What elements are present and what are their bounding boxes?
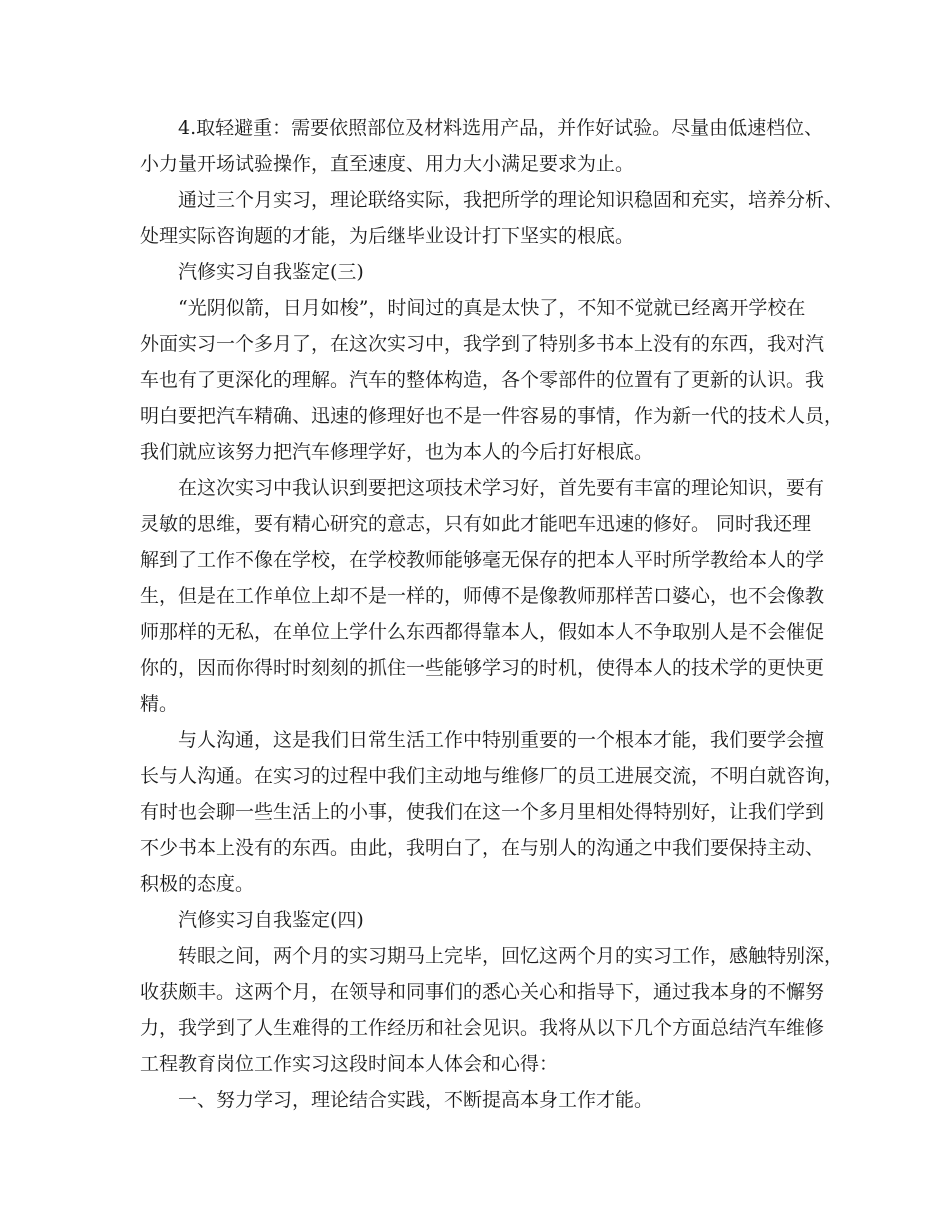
paragraph-internship-summary — [140, 182, 844, 254]
paragraph-point-one — [140, 1082, 820, 1118]
section-heading-text: 汽修实习自我鉴定(三) — [178, 261, 364, 283]
text-line: 灵敏的思维，要有精心研究的意志，只有如此才能吧车迅速的修好。 同时我还理 — [140, 513, 812, 535]
text-line: 明白要把汽车精确、迅速的修理好也不是一件容易的事情，作为新一代的技术人员， — [140, 405, 844, 427]
text-line: 工程教育岗位工作实习这段时间本人体会和心得： — [140, 1053, 559, 1075]
section-heading-3 — [140, 254, 820, 290]
text-line: 转眼之间，两个月的实习期马上完毕，回忆这两个月的实习工作，感触特别深， — [178, 945, 844, 967]
paragraph-communication — [140, 722, 844, 902]
text-line: 生，但是在工作单位上却不是一样的，师傅不是像教师那样苦口婆心，也不会像教 — [140, 585, 825, 607]
text-line: 有时也会聊一些生活上的小事，使我们在这一个多月里相处得特别好，让我们学到 — [140, 801, 825, 823]
paragraph-time-flies — [140, 290, 844, 470]
text-line: 与人沟通，这是我们日常生活工作中特别重要的一个根本才能，我们要学会擅 — [178, 729, 825, 751]
text-line: 一、努力学习，理论结合实践，不断提高本身工作才能。 — [178, 1089, 654, 1111]
text-line: 不少书本上没有的东西。由此，我明白了，在与别人的沟通之中我们要保持主动、 — [140, 837, 825, 859]
text-line: 通过三个月实习，理论联络实际，我把所学的理论知识稳固和充实，培养分析、 — [178, 189, 844, 211]
document-body — [140, 110, 844, 1118]
paragraph-learning-skills — [140, 470, 825, 722]
text-line: 我们就应该努力把汽车修理学好，也为本人的今后打好根底。 — [140, 441, 654, 463]
text-line: 力，我学到了人生难得的工作经历和社会见识。我将从以下几个方面总结汽车维修 — [140, 1017, 825, 1039]
section-heading-4 — [140, 902, 820, 938]
section-heading-text: 汽修实习自我鉴定(四) — [178, 909, 364, 931]
text-line: “光阴似箭，日月如梭”，时间过的真是太快了，不知不觉就已经离开学校在 — [178, 297, 806, 319]
text-line: 外面实习一个多月了，在这次实习中，我学到了特别多书本上没有的东西，我对汽 — [140, 333, 825, 355]
text-line: 4.取轻避重：需要依照部位及材料选用产品，并作好试验。尽量由低速档位、 — [178, 117, 824, 139]
text-line: 长与人沟通。在实习的过程中我们主动地与维修厂的员工进展交流，不明白就咨询， — [140, 765, 844, 787]
text-line: 收获颇丰。这两个月，在领导和同事们的悉心关心和指导下，通过我本身的不懈努 — [140, 981, 825, 1003]
text-line: 小力量开场试验操作，直至速度、用力大小满足要求为止。 — [140, 153, 635, 175]
text-line: 车也有了更深化的理解。汽车的整体构造，各个零部件的位置有了更新的认识。我 — [140, 369, 825, 391]
text-line: 精。 — [140, 693, 179, 715]
text-line: 你的，因而你得时时刻刻的抓住一些能够学习的时机，使得本人的技术学的更快更 — [140, 657, 825, 679]
text-line: 师那样的无私，在单位上学什么东西都得靠本人，假如本人不争取别人是不会催促 — [140, 621, 825, 643]
paragraph-item-4 — [140, 110, 824, 182]
text-line: 积极的态度。 — [140, 873, 255, 895]
text-line: 解到了工作不像在学校，在学校教师能够毫无保存的把本人平时所学教给本人的学 — [140, 549, 825, 571]
text-line: 处理实际咨询题的才能，为后继毕业设计打下坚实的根底。 — [140, 225, 635, 247]
text-line: 在这次实习中我认识到要把这项技术学习好，首先要有丰富的理论知识，要有 — [178, 477, 825, 499]
paragraph-two-months — [140, 938, 844, 1082]
